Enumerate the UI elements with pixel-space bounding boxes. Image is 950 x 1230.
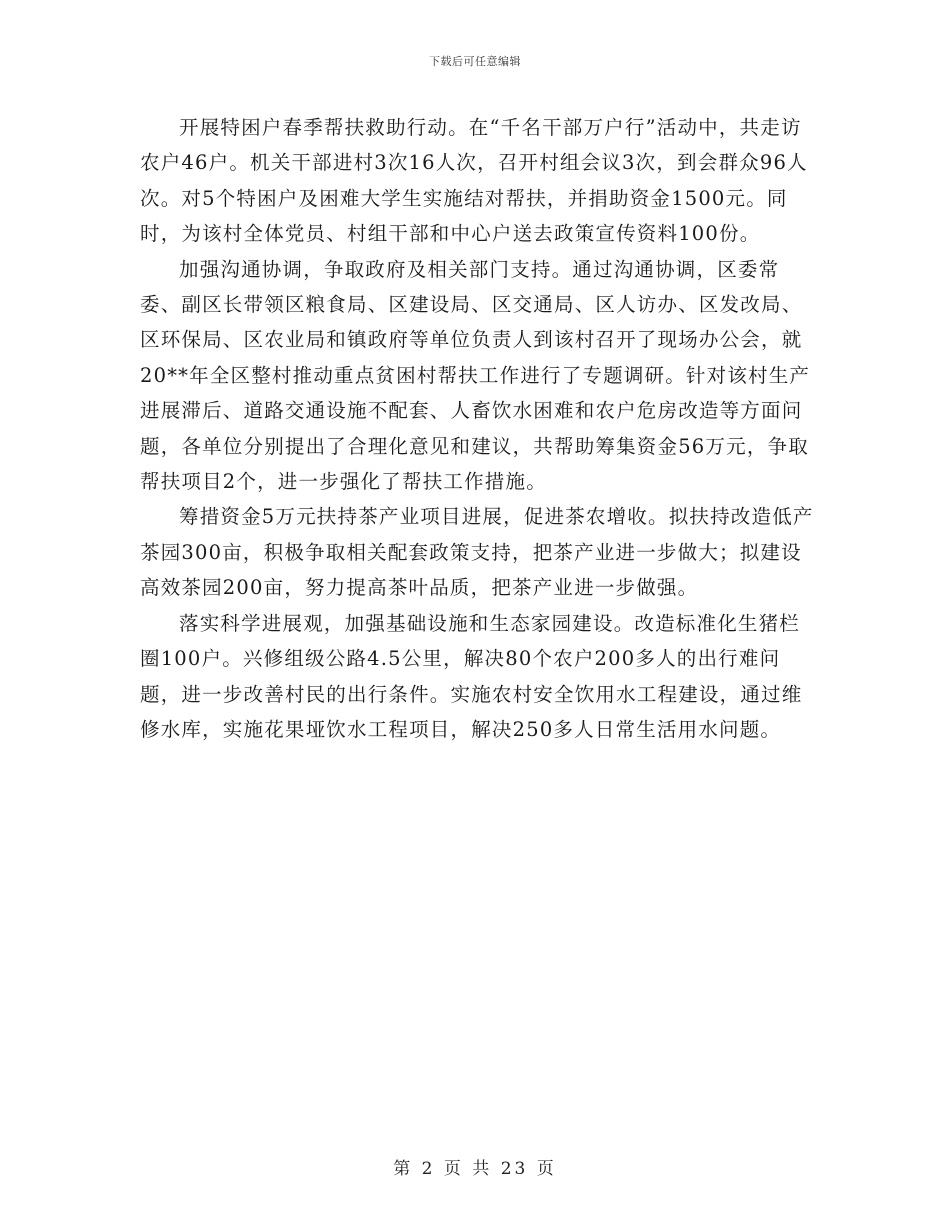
paragraph-4: 落实科学进展观，加强基础设施和生态家园建设。改造标准化生猪栏圈100户。兴修组级公路4.5公里，解决80个农户200多人的出行难问题，进一步改善村民的出行条件。实施农村安全饮用水工程建设，通过维修水库，实施花果垭饮水工程项目，解决250多人日常生活用水问题。 [140, 611, 803, 741]
paragraph-3: 筹措资金5万元扶持茶产业项目进展，促进茶农增收。拟扶持改造低产茶园300亩，积极争取相关配套政策支持，把茶产业进一步做大；拟建设高效茶园200亩，努力提高茶叶品质，把茶产业进一步做强。 [140, 505, 814, 600]
document-body [140, 110, 820, 747]
paragraph-2: 加强沟通协调，争取政府及相关部门支持。通过沟通协调，区委常委、副区长带领区粮食局、区建设局、区交通局、区人访办、区发改局、区环保局、区农业局和镇政府等单位负责人到该村召开了现场办公会，就20**年全区整村推动重点贫困村帮扶工作进行了专题调研。针对该村生产进展滞后、道路交通设施不配套、人畜饮水困难和农户危房改造等方面问题，各单位分别提出了合理化意见和建议，共帮助筹集资金56万元，争取帮扶项目2个，进一步强化了帮扶工作措施。 [140, 257, 811, 494]
page-number-footer: 第 2 页 共 23 页 [393, 1159, 557, 1179]
page-header-note: 下载后可任意编辑 [429, 55, 521, 68]
paragraph-1: 开展特困户春季帮扶救助行动。在“千名干部万户行”活动中，共走访农户46户。机关干部进村3次16人次，召开村组会议3次，到会群众96人次。对5个特困户及困难大学生实施结对帮扶，并捐助资金1500元。同时，为该村全体党员、村组干部和中心户送去政策宣传资料100份。 [140, 116, 808, 246]
